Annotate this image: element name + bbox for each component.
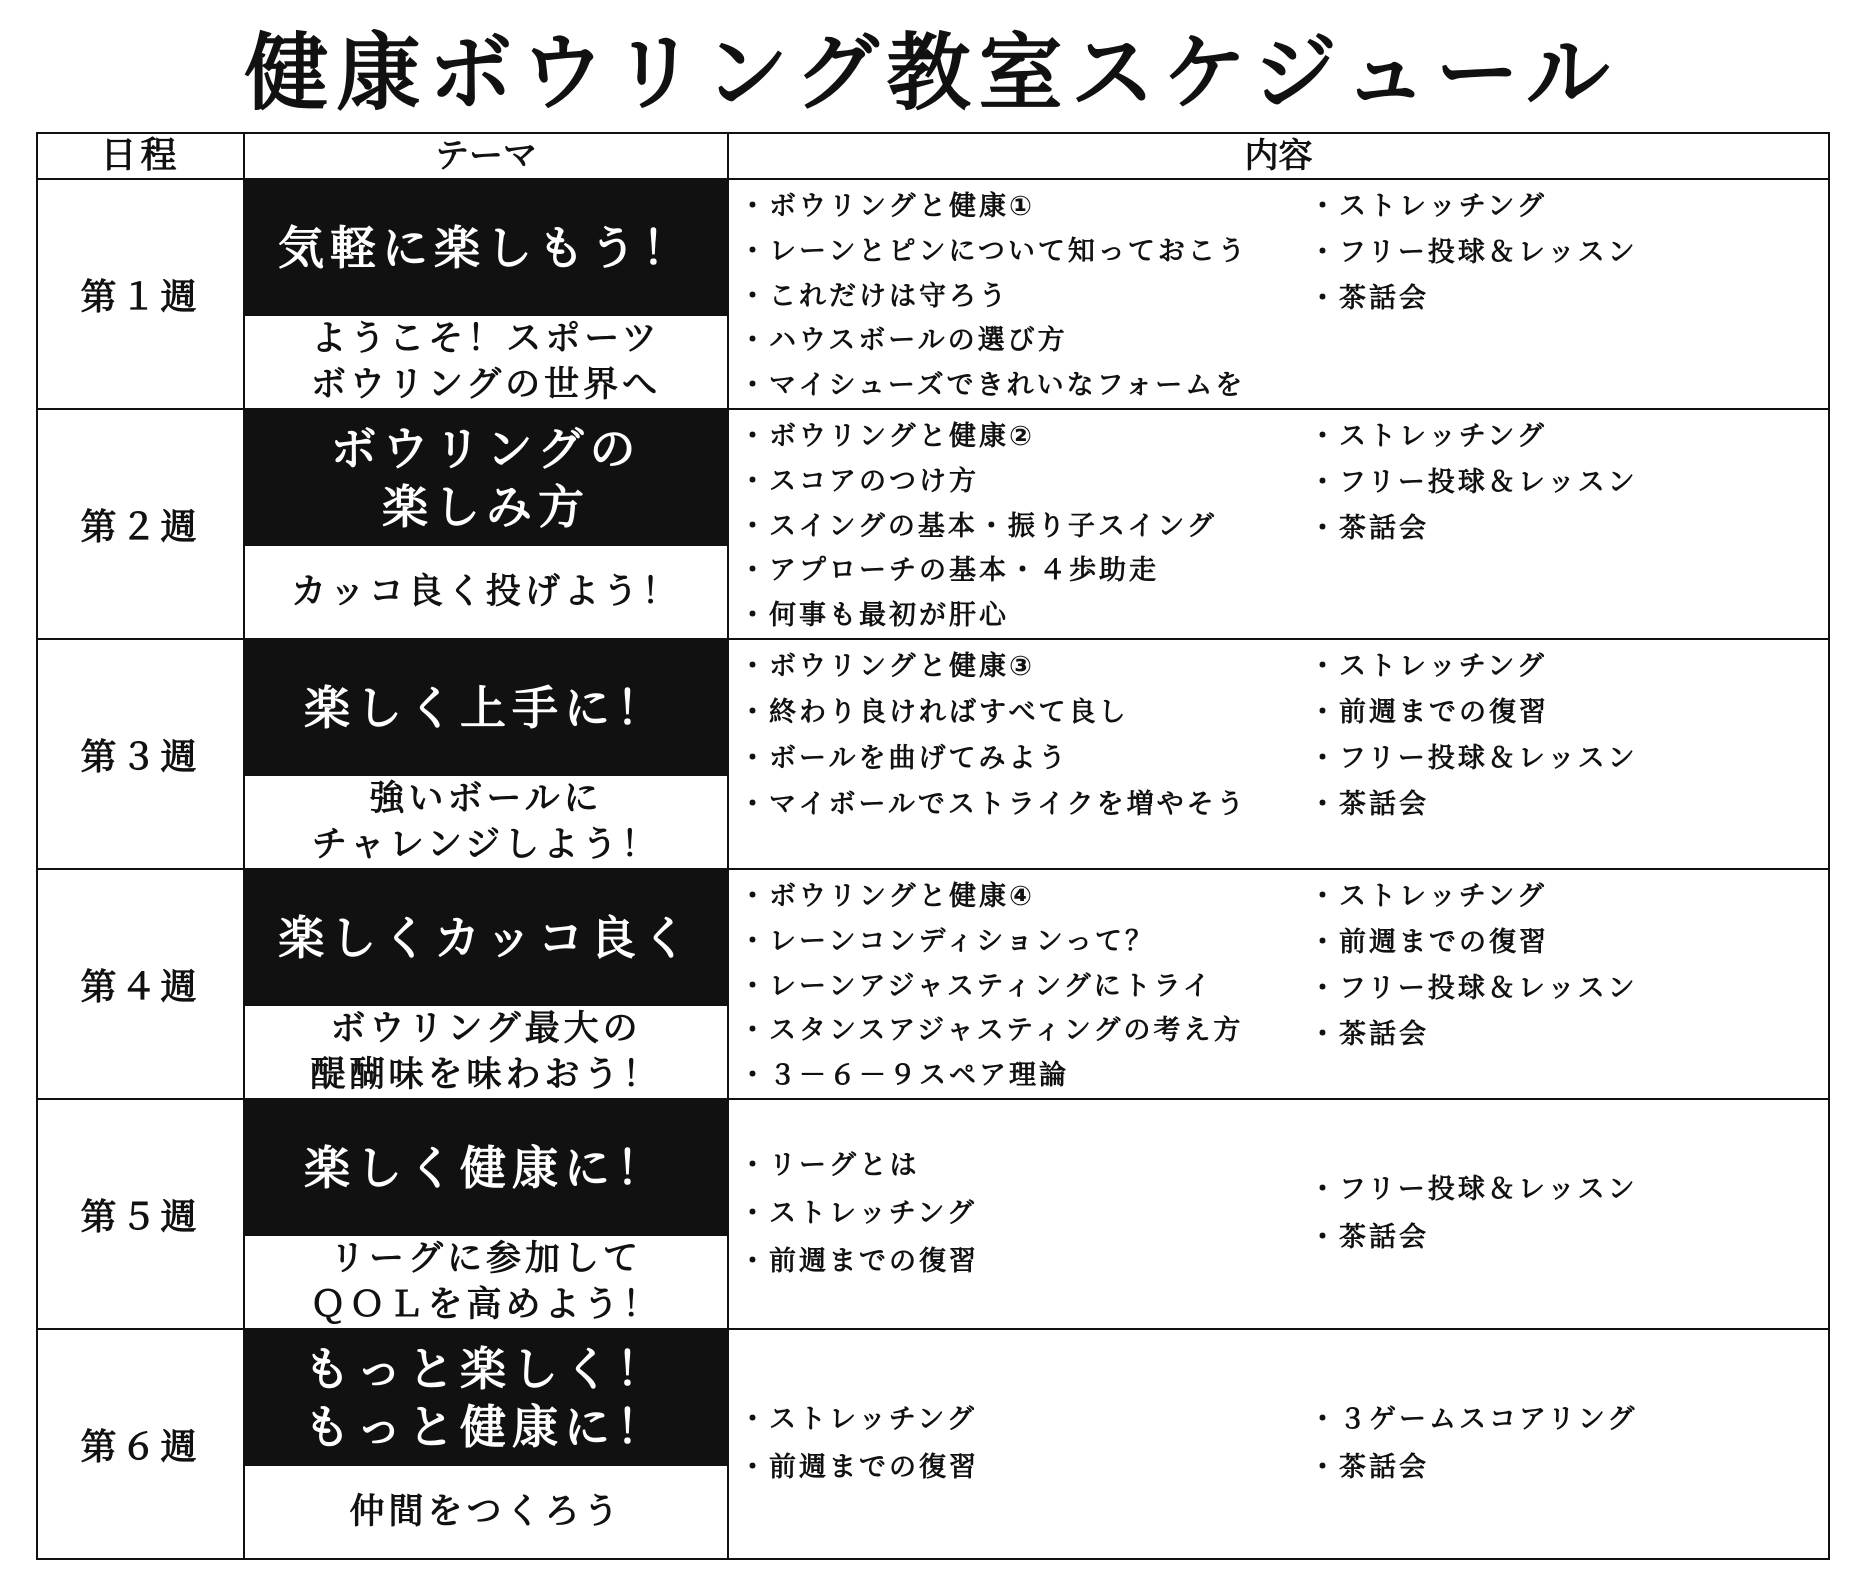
list-item: ・アプローチの基本・４歩助走 xyxy=(739,555,1159,587)
week-label: 第２週 xyxy=(37,409,244,639)
content-cell xyxy=(728,409,1829,639)
list-item: ・フリー投球＆レッスン xyxy=(1309,237,1638,268)
content-columns xyxy=(729,410,1828,638)
list-item: ・スタンスアジャスティングの考え方 xyxy=(739,1015,1244,1047)
page-title: 健康ボウリング教室スケジュール xyxy=(244,24,1618,122)
week-label: 第５週 xyxy=(37,1099,244,1329)
theme-cell xyxy=(244,639,728,869)
list-item: ・マイボールでストライクを増やそう xyxy=(739,789,1247,820)
content-column-left xyxy=(739,410,1309,638)
content-column-left xyxy=(739,180,1309,408)
week-label: 第６週 xyxy=(37,1329,244,1559)
content-cell xyxy=(728,639,1829,869)
content-column-right xyxy=(1309,640,1828,868)
content-columns xyxy=(729,180,1828,408)
week-label: 第３週 xyxy=(37,639,244,869)
content-column-right xyxy=(1309,410,1828,638)
list-item: ・マイシューズできれいなフォームを xyxy=(739,370,1246,402)
theme-main: 気軽に楽しもう！ xyxy=(245,180,727,316)
list-item: ・３ゲームスコアリング xyxy=(1309,1404,1638,1435)
content-column-right xyxy=(1309,870,1828,1098)
theme-subtitle: ようこそ！スポーツ ボウリングの世界へ xyxy=(310,319,662,405)
list-item: ・レーンアジャスティングにトライ xyxy=(739,970,1213,1002)
content-column-right xyxy=(1309,180,1828,408)
list-item: ・茶話会 xyxy=(1309,1019,1429,1050)
theme-main: 楽しく上手に！ xyxy=(245,640,727,776)
list-item: ・ストレッチング xyxy=(1309,421,1547,452)
content-columns xyxy=(729,640,1828,868)
content-column-left xyxy=(739,1100,1309,1328)
theme-subtitle: 強いボールに チャレンジしよう！ xyxy=(311,779,661,865)
list-item: ・３－６－９スペア理論 xyxy=(739,1060,1069,1092)
list-item: ・ストレッチング xyxy=(739,1198,977,1229)
list-item: ・これだけは守ろう xyxy=(739,280,1009,312)
list-item: ・スコアのつけ方 xyxy=(739,465,979,497)
content-cell xyxy=(728,179,1829,409)
content-column-right xyxy=(1309,1100,1828,1328)
list-item: ・ボウリングと健康④ xyxy=(739,881,1035,912)
week-label: 第４週 xyxy=(37,869,244,1099)
theme-cell xyxy=(244,1099,728,1329)
content-columns xyxy=(729,1330,1828,1558)
list-item: ・何事も最初が肝心 xyxy=(739,600,1009,632)
theme-main: 楽しく健康に！ xyxy=(245,1100,727,1236)
list-item: ・フリー投球＆レッスン xyxy=(1309,467,1638,498)
list-item: ・レーンとピンについて知っておこう xyxy=(739,235,1248,267)
theme-wrap xyxy=(245,870,727,1098)
theme-subtitle: 仲間をつくろう xyxy=(349,1492,623,1532)
list-item: ・茶話会 xyxy=(1309,513,1429,544)
header-theme: テーマ xyxy=(244,133,728,179)
content-column-left xyxy=(739,870,1309,1098)
table-row xyxy=(37,869,1829,1099)
content-column-left xyxy=(739,1330,1309,1558)
theme-wrap xyxy=(245,410,727,638)
theme-wrap xyxy=(245,1330,727,1558)
header-schedule: 日程 xyxy=(37,133,244,179)
list-item: ・終わり良ければすべて良し xyxy=(739,697,1129,728)
content-cell xyxy=(728,869,1829,1099)
list-item: ・フリー投球＆レッスン xyxy=(1309,743,1638,774)
list-item: ・ボウリングと健康③ xyxy=(739,651,1035,682)
list-item: ・前週までの復習 xyxy=(739,1452,979,1483)
content-columns xyxy=(729,1100,1828,1328)
header-content: 内容 xyxy=(728,133,1829,179)
schedule-table xyxy=(36,132,1830,1560)
list-item: ・茶話会 xyxy=(1309,1222,1429,1253)
list-item: ・リーグとは xyxy=(739,1150,920,1181)
list-item: ・前週までの復習 xyxy=(1309,697,1549,728)
list-item: ・ストレッチング xyxy=(739,1404,977,1435)
table-row xyxy=(37,639,1829,869)
table-row xyxy=(37,1329,1829,1559)
theme-subtitle: ボウリング最大の 醍醐味を味わおう！ xyxy=(310,1009,662,1095)
list-item: ・茶話会 xyxy=(1309,283,1429,314)
table-row xyxy=(37,179,1829,409)
list-item: ・ハウスボールの選び方 xyxy=(739,325,1068,357)
list-item: ・フリー投球＆レッスン xyxy=(1309,973,1638,1004)
list-item: ・ストレッチング xyxy=(1309,191,1547,222)
theme-subtitle: リーグに参加して ＱＯＬを高めよう！ xyxy=(310,1239,662,1325)
theme-main: もっと楽しく！ もっと健康に！ xyxy=(245,1330,727,1466)
list-item: ・フリー投球＆レッスン xyxy=(1309,1174,1638,1205)
theme-main: 楽しくカッコ良く xyxy=(245,870,727,1006)
theme-cell xyxy=(244,1329,728,1559)
list-item: ・前週までの復習 xyxy=(1309,927,1549,958)
content-cell xyxy=(728,1329,1829,1559)
theme-cell xyxy=(244,179,728,409)
theme-subtitle: カッコ良く投げよう！ xyxy=(291,572,681,612)
list-item: ・前週までの復習 xyxy=(739,1246,979,1277)
theme-wrap xyxy=(245,180,727,408)
table-body xyxy=(37,179,1829,1559)
list-item: ・スイングの基本・振り子スイング xyxy=(739,510,1217,542)
list-item: ・レーンコンディションって？ xyxy=(739,925,1155,957)
theme-main: ボウリングの 楽しみ方 xyxy=(245,410,727,546)
list-item: ・茶話会 xyxy=(1309,1452,1429,1483)
list-item: ・ストレッチング xyxy=(1309,651,1547,682)
theme-wrap xyxy=(245,640,727,868)
theme-wrap xyxy=(245,1100,727,1328)
list-item: ・ボールを曲げてみよう xyxy=(739,743,1069,774)
content-columns xyxy=(729,870,1828,1098)
content-column-left xyxy=(739,640,1309,868)
list-item: ・ボウリングと健康② xyxy=(739,421,1035,452)
week-label: 第１週 xyxy=(37,179,244,409)
list-item: ・茶話会 xyxy=(1309,789,1429,820)
table-header-row xyxy=(37,133,1829,179)
theme-cell xyxy=(244,409,728,639)
list-item: ・ストレッチング xyxy=(1309,881,1547,912)
list-item: ・ボウリングと健康① xyxy=(739,191,1035,222)
theme-cell xyxy=(244,869,728,1099)
table-row xyxy=(37,1099,1829,1329)
content-cell xyxy=(728,1099,1829,1329)
content-column-right xyxy=(1309,1330,1828,1558)
table-row xyxy=(37,409,1829,639)
